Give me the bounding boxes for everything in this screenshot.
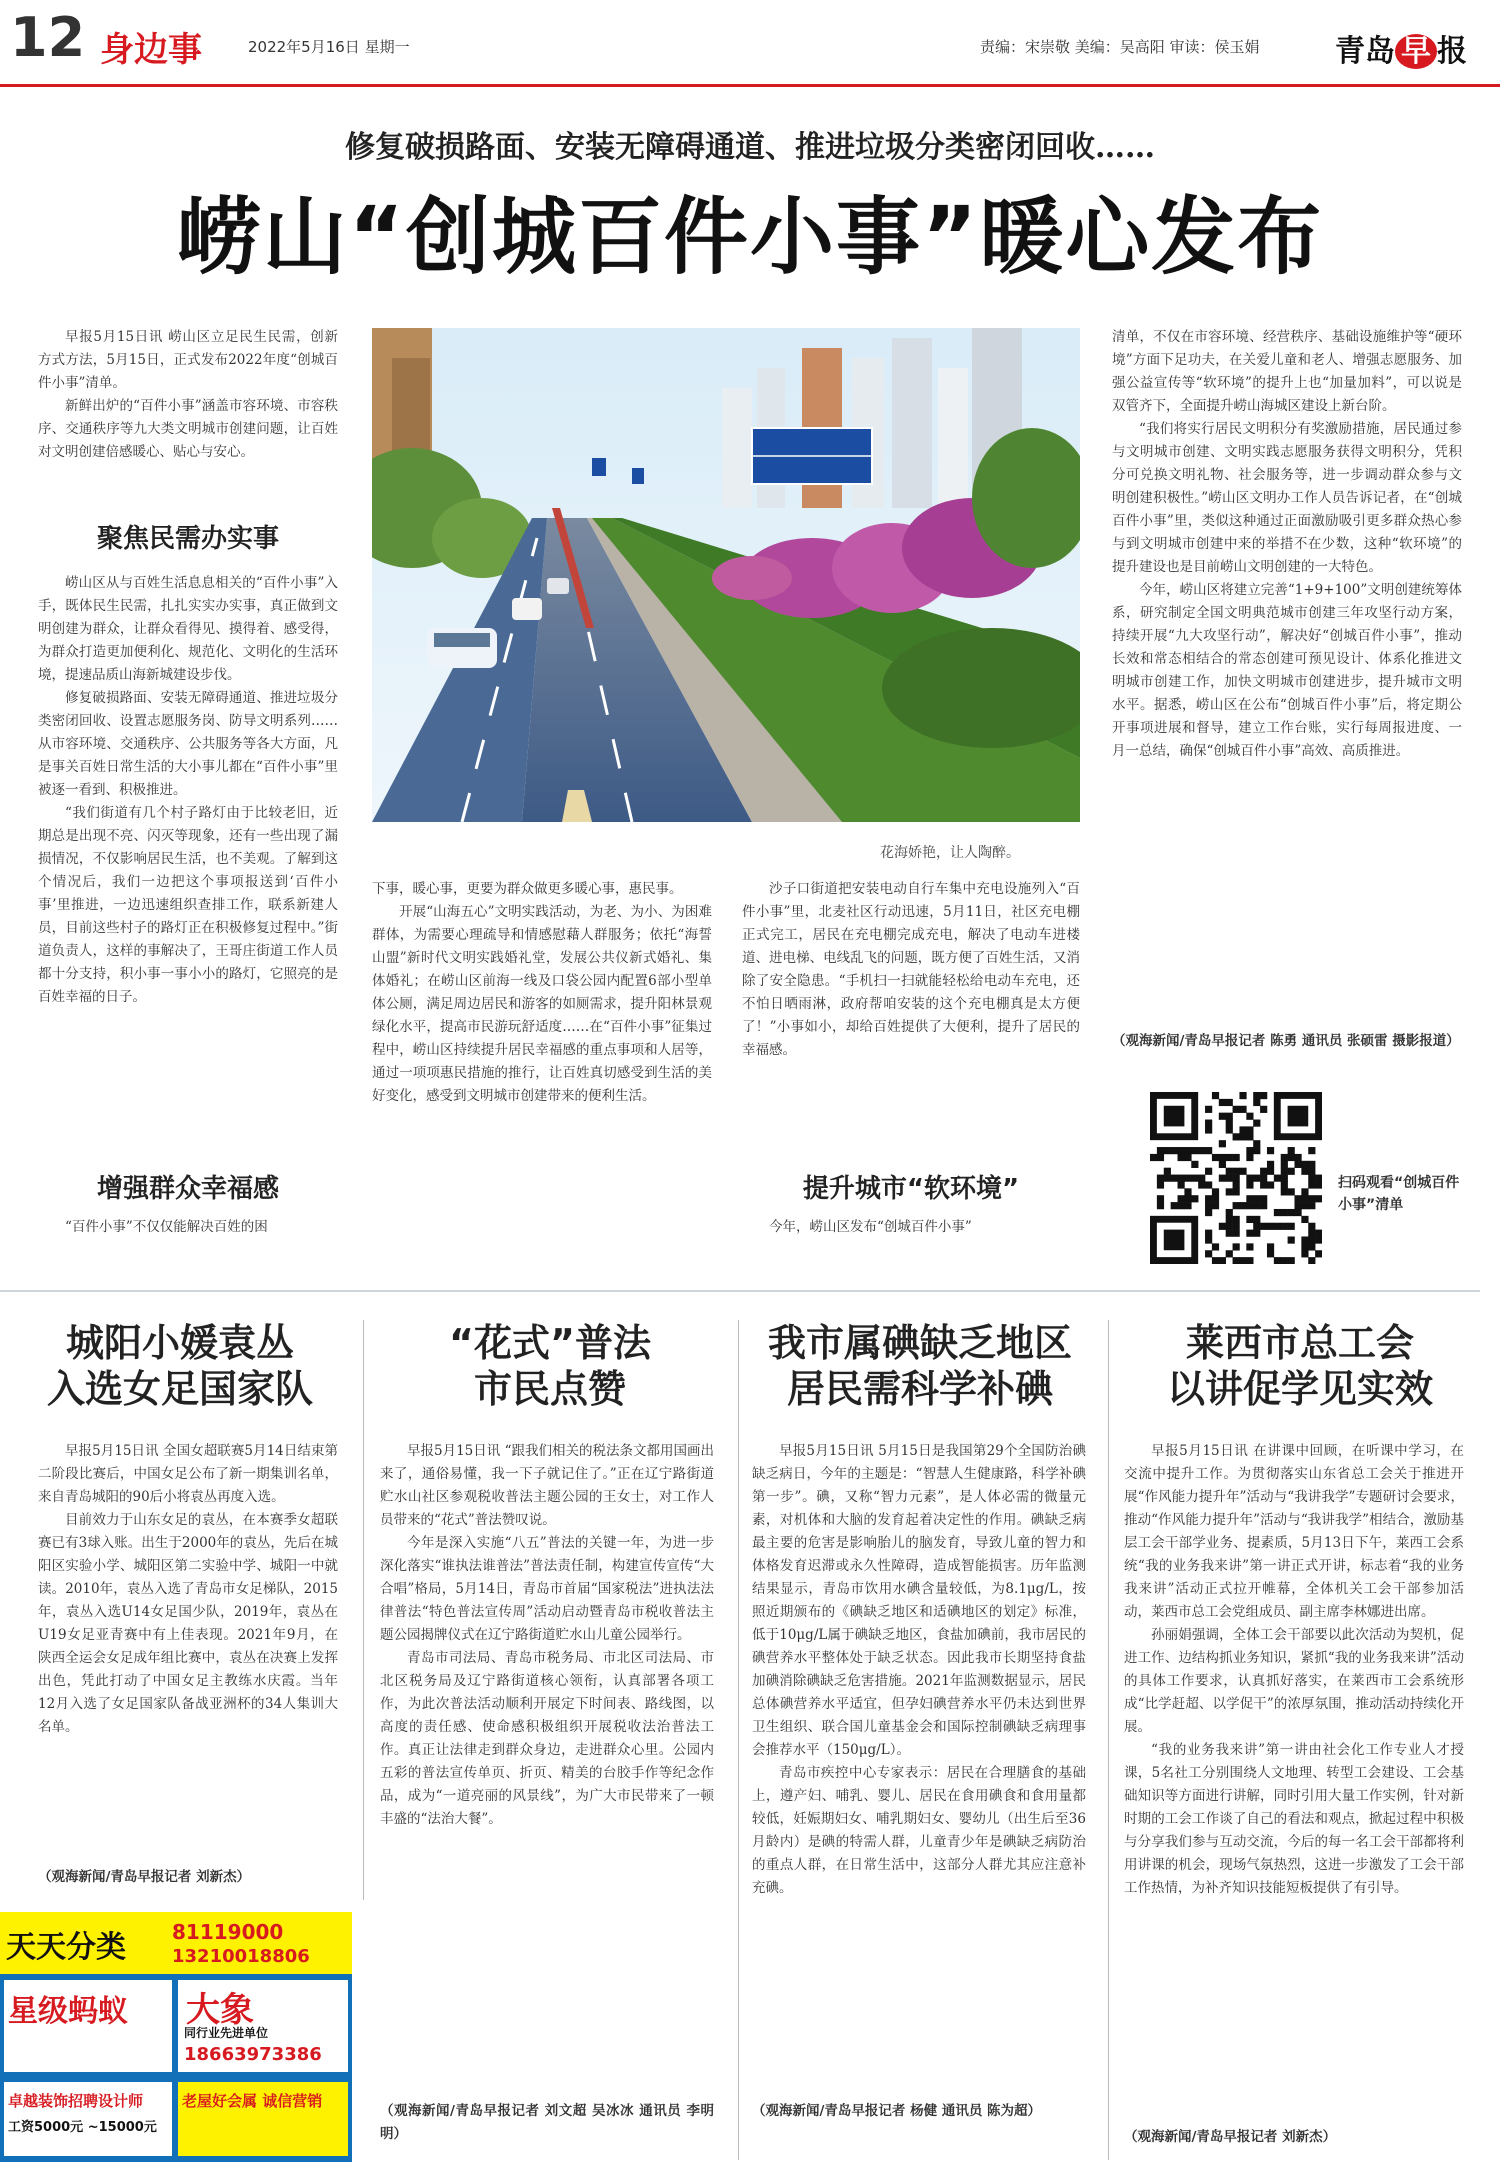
- lead-subhead-3: 提升城市“软环境”: [802, 1174, 1020, 1204]
- issue-date: 2022年5月16日 星期一: [248, 38, 410, 56]
- story-headline-soccer: 城阳小媛袁丛 入选女足国家队: [46, 1321, 313, 1411]
- lead-col3-tail: 今年，崂山区发布“创城百件小事”: [769, 1219, 972, 1235]
- ad-brand-ant: 星级蚂蚁: [4, 1980, 172, 2072]
- ad-tag-decor: 卓越装饰招聘设计师 工资5000元 ~15000元: [4, 2082, 172, 2156]
- column-separator: [1108, 1320, 1109, 2160]
- lead-credit: （观海新闻/青岛早报记者 陈勇 通讯员 张硕雷 摄影报道）: [1112, 1033, 1460, 1049]
- story-headline-law: “花式”普法 市民点赞: [449, 1321, 651, 1411]
- ad-brand-elephant: 大象 同行业先进单位 18663973386: [178, 1980, 348, 2072]
- classified-ads[interactable]: [0, 1912, 352, 2162]
- editor-credits: 责编：宋崇敬 美编：吴高阳 审读：侯玉娟: [980, 38, 1260, 56]
- page-number: 12: [10, 6, 86, 69]
- lead-col4-body: 清单，不仅在市容环境、经营秩序、基础设施维护等“硬环境”方面下足功夫，在关爱儿童和老人、增强志愿服务、加强公益宣传等“软环境”的提升上也“加量加料”，可以说是双管齐下，全面提升崂山海城区建设上新台阶。 “我们将实行居民文明积分有奖激励措施，居民通过参与文明城市创建、文明实践志愿服务获得文明积分，凭积分可兑换文明礼物、社会服务等，进一步调动群众参与文明创建积极性。”崂山区文明办工作人员告诉记者，在“创城百件小事”里，类似这种通过正面激励吸引更多群众热心参与到文明城市创建中来的举措不在少数，这种“软环境”的提升建设也是目前崂山文明创建的一大特色。 今年，崂山区将建立完善“1+9+100”文明创建统筹体系，研究制定全国文明典范城市创建三年攻坚行动方案，持续开展“九大攻坚行动”，解决好“创城百件小事”，推动长效和常态相结合的常态创建可预见设计、体系化推进文明城市创建工作，加快文明城市创建进步，提升城市文明水平。据悉，崂山区在公布“创城百件小事”后，将定期公开事项进展和督导，建立工作台账，实行每周报进度、一月一总结，确保“创城百件小事”高效、高质推进。: [1112, 329, 1462, 759]
- story-credit-law: （观海新闻/青岛早报记者 刘文超 吴冰冰 通讯员 李明明）: [380, 2103, 714, 2142]
- lead-col2-body: 下事，暖心事，更要为群众做更多暖心事，惠民事。 开展“山海五心”文明实践活动，为老、为小、为困难群体，为需要心理疏导和情感慰藉人群服务；依托“海誓山盟”新时代文明实践婚礼堂，发展公共仪新式婚礼、集体婚礼；在崂山区前海一线及口袋公园内配置6部小型单体公厕，满足周边居民和游客的如厕需求，提升阳林景观绿化水平，提高市民游玩舒适度……在“百件小事”征集过程中，崂山区持续提升居民幸福感的重点事项和人居等，通过一项项惠民措施的推行，让百姓真切感受到生活的美好变化，感受到文明城市创建带来的便利生活。: [372, 881, 712, 1104]
- ad-brand-tiantian: 天天分类 81119000 13210018806: [0, 1912, 352, 1974]
- header-rule: [0, 84, 1500, 87]
- lead-col1-intro: 早报5月15日讯 崂山区立足民生民需，创新方式方法，5月15日，正式发布2022年度“创城百件小事”清单。 新鲜出炉的“百件小事”涵盖市容环境、市容秩序、交通秩序等九大类文明城市创建问题，让百姓对文明创建倍感暖心、贴心与安心。: [38, 329, 338, 460]
- column-separator: [738, 1320, 739, 2160]
- story-body-law: 早报5月15日讯 “跟我们相关的税法条文都用国画出来了，通俗易懂，我一下子就记住了。”正在辽宁路街道贮水山社区参观税收普法主题公园的王女士，对工作人员带来的“花式”普法赞叹说。 今年是深入实施“八五”普法的关键一年，为进一步深化落实“谁执法谁普法”普法责任制，构建宣传宣传“大合唱”格局，5月14日，青岛市首届“国家税法”进执法法律普法“特色普法宣传周”活动启动暨青岛市税收普法主题公园揭牌仪式在辽宁路街道贮水山儿童公园举行。 青岛市司法局、青岛市税务局、市北区司法局、市北区税务局及辽宁路街道核心领衔，认真部署各项工作，为此次普法活动顺利开展定下时间表、路线图，以高度的责任感、使命感积极组织开展税收法治普法工作。真正让法律走到群众身边，走进群众心里。公园内五彩的普法宣传单页、折页、精美的台胶手作等纪念作品，成为“一道亮丽的风景线”，为广大市民带来了一顿丰盛的“法治大餐”。: [380, 1443, 714, 1827]
- story-credit-iodine: （观海新闻/青岛早报记者 杨健 通讯员 陈为超）: [752, 2103, 1042, 2119]
- story-headline-iodine: 我市属碘缺乏地区 居民需科学补碘: [767, 1321, 1072, 1411]
- story-headline-union: 莱西市总工会 以讲促学见实效: [1166, 1321, 1433, 1411]
- qr-code[interactable]: [1150, 1092, 1322, 1264]
- lead-subhead: 修复破损路面、安装无障碍通道、推进垃圾分类密闭回收……: [345, 130, 1155, 165]
- lead-col1-body: 崂山区从与百姓生活息息相关的“百件小事”入手，既体民生民需，扎扎实实办实事，真正做到文明创建为群众，让群众看得见、摸得着、感受得，为群众打造更加便利化、规范化、文明化的生活环境，提速品质山海新城建设步伐。 修复破损路面、安装无障碍通道、推进垃圾分类密闭回收、设置志愿服务岗、防导文明系列……从市容环境、交通秩序、公共服务等各大方面，凡是事关百姓日常生活的大小事儿都在“百件小事”里被逐一看到、积极推进。 “我们街道有几个村子路灯由于比较老旧，近期总是出现不亮、闪灭等现象，还有一些出现了漏损情况，不仅影响居民生活，也不美观。了解到这个情况后，我们一边把这个事项报送到‘百件小事’里推进，一边迅速组织查排工作，联系新建人员，目前这些村子的路灯正在积极修复过程中。”街道负责人，这样的事解决了，王哥庄街道工作人员都十分支持，积小事一事小小的路灯，它照亮的是百姓幸福的日子。: [38, 575, 338, 1005]
- qr-caption: 扫码观看“创城百件小事”清单: [1338, 1175, 1460, 1213]
- lead-headline: 崂山“创城百件小事”暖心发布: [176, 188, 1324, 286]
- lead-col3-body: 沙子口街道把安装电动自行车集中充电设施列入“百件小事”里，北麦社区行动迅速，5月11日，社区充电棚正式完工，居民在充电棚完成充电，解决了电动车进楼道、进电梯、电线乱飞的问题，既方便了百姓生活，又消除了安全隐患。“手机扫一扫就能轻松给电动车充电，还不怕日晒雨淋，政府帮咱安装的这个充电棚真是太方便了！”小事如小，却给百姓提供了大便利，提升了居民的幸福感。: [742, 881, 1080, 1058]
- ad-tag-metal: 老屋好会属 诚信营销: [178, 2082, 348, 2156]
- photo-caption: 花海娇艳，让人陶醉。: [880, 845, 1020, 861]
- section-title: 身边事: [100, 30, 202, 70]
- lead-col1-tail: “百件小事”不仅仅能解决百姓的困: [65, 1219, 268, 1235]
- lead-photo-street: [372, 328, 1080, 822]
- lead-subhead-1: 聚焦民需办实事: [96, 524, 279, 554]
- column-separator: [363, 1320, 364, 1900]
- lead-subhead-2: 增强群众幸福感: [96, 1174, 279, 1204]
- story-credit-union: （观海新闻/青岛早报记者 刘新杰）: [1124, 2129, 1337, 2145]
- story-body-union: 早报5月15日讯 在讲课中回顾，在听课中学习，在交流中提升工作。为贯彻落实山东省总工会关于推进开展“作风能力提升年”活动与“我讲我学”专题研讨会要求，推动“作风能力提升年”活动与“我讲我学”相结合，激励基层工会干部学业务、提素质，5月13日下午，莱西工会系统“我的业务我来讲”第一讲正式开讲，标志着“我的业务我来讲”活动正式拉开帷幕，全体机关工会干部参加活动，莱西市总工会党组成员、副主席李林娜进出席。 孙丽娟强调，全体工会干部要以此次活动为契机，促进工作、边结构抓业务知识，紧抓“我的业务我来讲”活动的具体工作要求，认真抓好落实，在莱西市工会系统形成“比学赶超、以学促干”的浓厚氛围，推动活动持续化开展。 “我的业务我来讲”第一讲由社会化工作专业人才授课，5名社工分别围绕人文地理、转型工会建设、工会基础知识等方面进行讲解，同时引用大量工作实例，针对新时期的工会工作谈了自己的看法和观点，掀起过程中积极与分享我们参与互动交流，今后的每一名工会干部都将利用讲课的机会，现场气氛热烈，这进一步激发了工会干部工作热情，为补齐知识技能短板提供了有引导。: [1124, 1443, 1464, 1896]
- story-body-iodine: 早报5月15日讯 5月15日是我国第29个全国防治碘缺乏病日，今年的主题是：“智慧人生健康路，科学补碘第一步”。碘，又称“智力元素”，是人体必需的微量元素，对机体和大脑的发育起着决定性的作用。碘缺乏病最主要的危害是影响胎儿的脑发育，导致儿童的智力和体格发育迟滞或永久性障碍，造成智能损害。历年监测结果显示，青岛市饮用水碘含量较低，为8.1μg/L，按照近期颁布的《碘缺乏地区和适碘地区的划定》标准，低于10μg/L属于碘缺乏地区，食盐加碘前，我市居民的碘营养水平整体处于缺乏状态。因此我市长期坚持食盐加碘消除碘缺乏危害措施。2021年监测数据显示，居民总体碘营养水平适宜，但孕妇碘营养水平仍未达到世界卫生组织、联合国儿童基金会和国际控制碘缺乏病理事会推荐水平（150μg/L）。 青岛市疾控中心专家表示：居民在合理膳食的基础上，遵产妇、哺乳、婴儿、居民在食用碘食和食用量都较低，妊娠期妇女、哺乳期妇女、婴幼儿（出生后至36月龄内）是碘的特需人群，儿童青少年是碘缺乏病防治的重点人群，在日常生活中，这部分人群尤其应注意补充碘。: [752, 1443, 1086, 1896]
- section-divider: [0, 1290, 1480, 1292]
- story-body-soccer: 早报5月15日讯 全国女超联赛5月14日结束第二阶段比赛后，中国女足公布了新一期集训名单，来自青岛城阳的90后小将袁丛再度入选。 目前效力于山东女足的袁丛，在本赛季女超联赛已有3球入账。出生于2000年的袁丛，先后在城阳区实验小学、城阳区第二实验中学、城阳一中就读。2010年，袁丛入选了青岛市女足梯队，2015年，袁丛入选U14女足国少队，2019年，袁丛在U19女足亚青赛中有上佳表现。2021年9月，在陕西全运会女足成年组比赛中，袁丛在决赛上发挥出色，凭此打动了中国女足主教练水庆霞。当年12月入选了女足国家队备战亚洲杯的34人集训大名单。: [38, 1443, 338, 1735]
- story-credit-soccer: （观海新闻/青岛早报记者 刘新杰）: [38, 1869, 251, 1885]
- newspaper-logo: 青岛 早 报: [1335, 34, 1467, 69]
